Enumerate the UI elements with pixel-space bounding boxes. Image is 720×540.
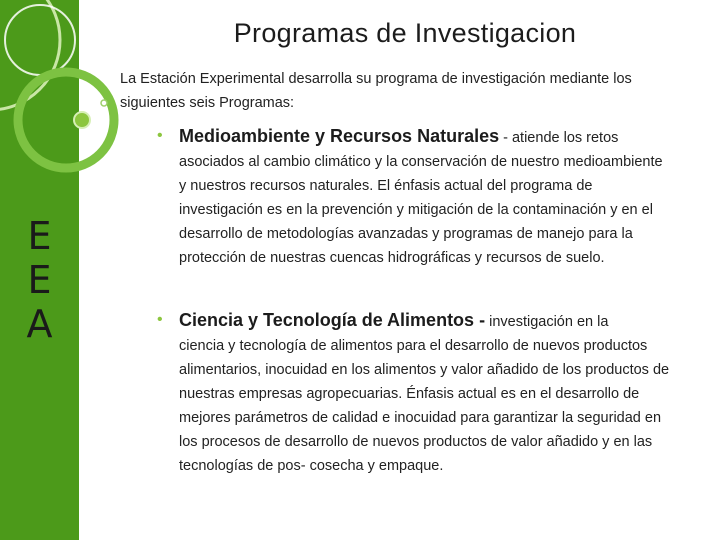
bullet-icon: • <box>157 311 163 328</box>
sidebar-letter: A <box>26 302 53 346</box>
program-heading: Medioambiente y Recursos Naturales <box>179 126 500 146</box>
program-line: mejores parámetros de calidad e inocuidad para garantizar la seguridad en <box>179 410 662 426</box>
program-line: y nuestros recursos naturales. El énfasis actual del programa de <box>179 178 593 194</box>
sidebar-letter: E <box>27 214 52 258</box>
intro-line: siguientes seis Programas: <box>120 95 295 111</box>
program-lead: - atiende los retos <box>499 130 619 146</box>
program-line: desarrollo de metodologías avanzadas y programas de manejo para la <box>179 226 633 242</box>
bullet-icon: • <box>157 127 163 144</box>
bright-ring-icon <box>18 72 114 168</box>
connector-dot-icon <box>74 112 90 128</box>
small-dot-icon <box>101 100 107 106</box>
program-line: los procesos de desarrollo de nuevos productos de valor añadido y en las <box>179 434 653 450</box>
program-line: investigación es en la prevención y mitigación de la contaminación y en el <box>179 202 653 218</box>
intro-line: La Estación Experimental desarrolla su programa de investigación mediante los <box>120 71 632 87</box>
sidebar-letter: E <box>27 258 52 302</box>
program-heading-line <box>179 124 689 150</box>
program-heading-line <box>179 308 689 334</box>
program-heading: Ciencia y Tecnología de Alimentos - <box>179 310 486 330</box>
page-title: Programas de Investigacion <box>233 18 577 48</box>
program-line: nuestras empresas agropecuarias. Énfasis actual es en el desarrollo de <box>179 386 640 402</box>
program-line: tecnologías de pos- cosecha y empaque. <box>179 458 444 474</box>
program-lead: investigación en la <box>485 314 609 330</box>
program-line: alimentarios, inocuidad en los alimentos y valor añadido de los productos de <box>179 362 670 378</box>
program-line: ciencia y tecnología de alimentos para el desarrollo de nuevos productos <box>179 338 648 354</box>
intro-paragraph <box>120 67 680 115</box>
program-item-food-science <box>157 308 689 478</box>
program-item-environment <box>157 124 689 270</box>
medium-ring-icon <box>5 5 75 75</box>
sidebar-acronym <box>0 214 79 346</box>
program-line: protección de nuestras cuencas hidrográficas y recursos de suelo. <box>179 250 605 266</box>
program-line: asociados al cambio climático y la conservación de nuestro medioambiente <box>179 154 663 170</box>
